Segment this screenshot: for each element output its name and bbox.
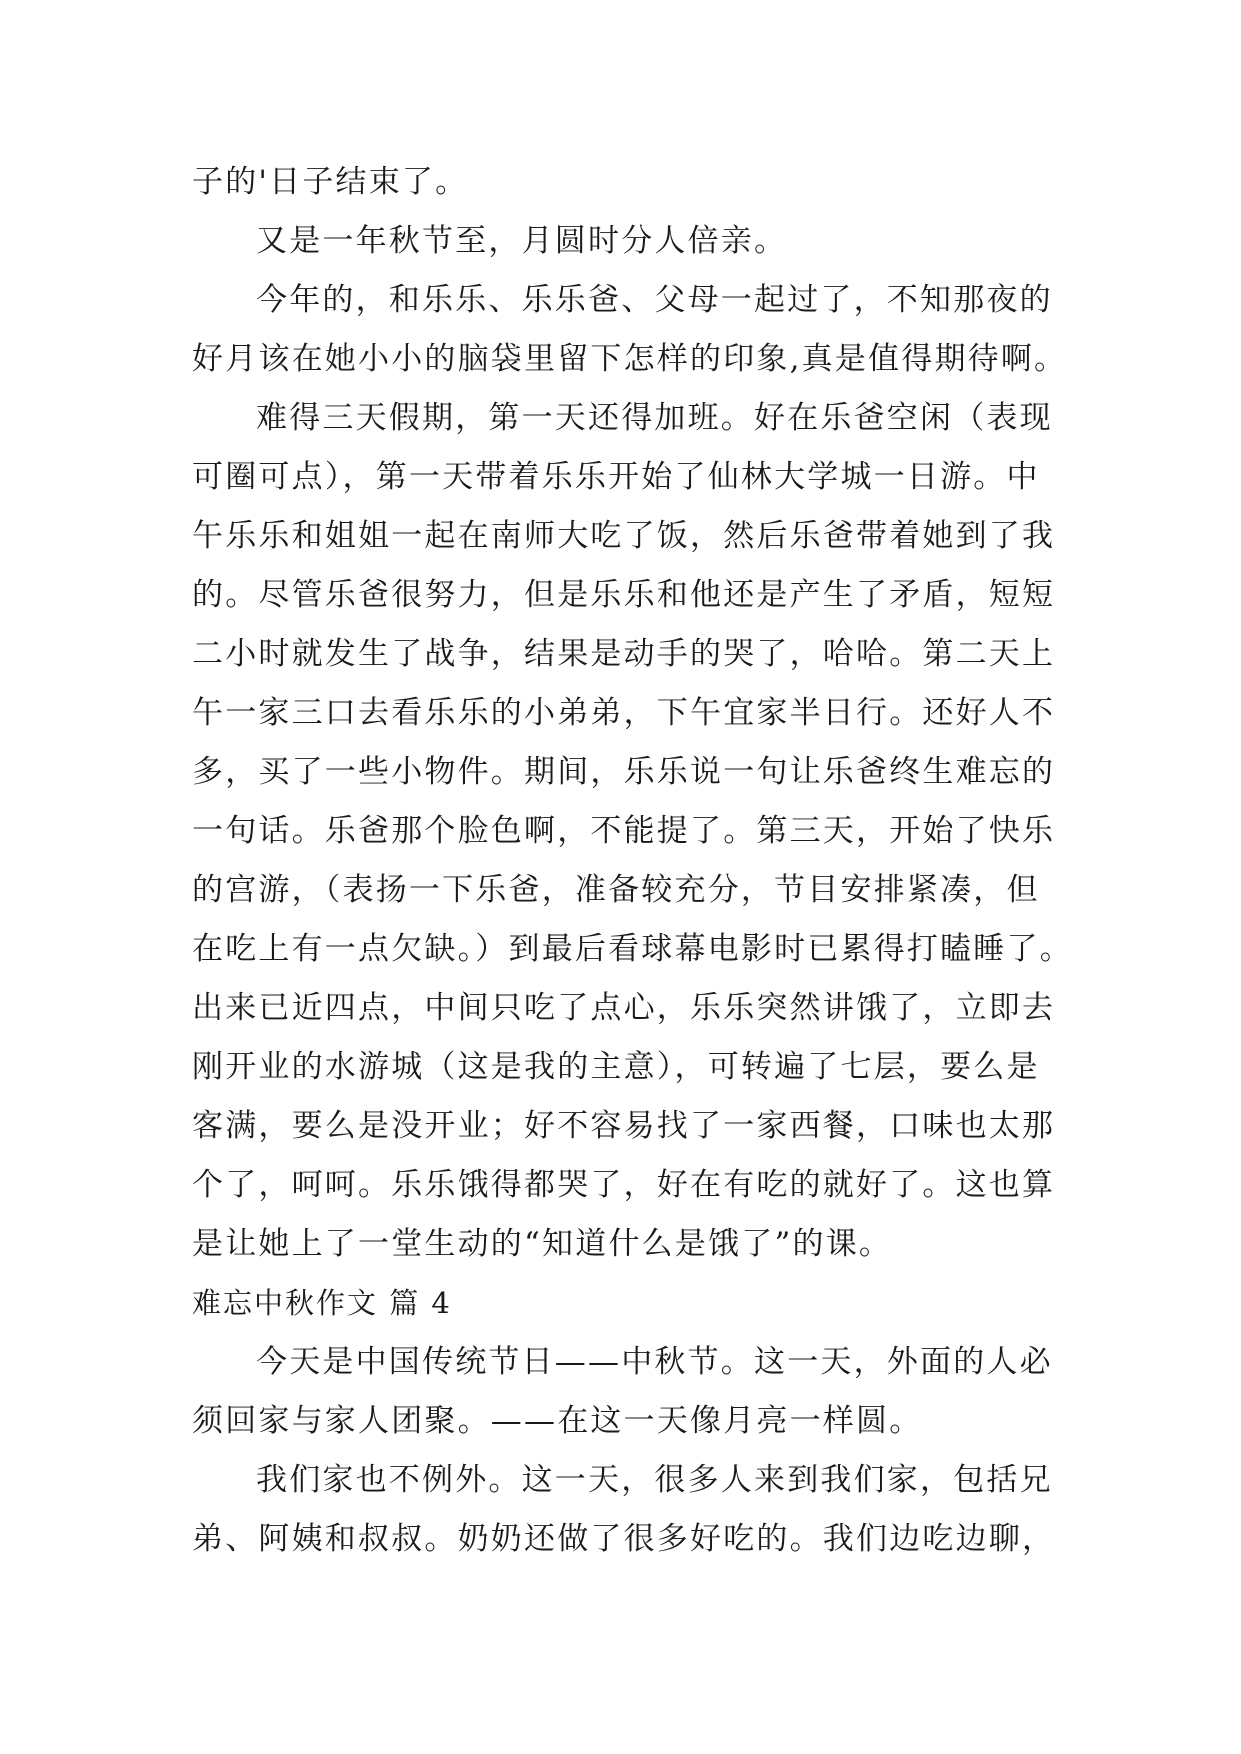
paragraph-line: 午一家三口去看乐乐的小弟弟，下午宜家半日行。还好人不 [192,695,1056,731]
paragraph-line: 在吃上有一点欠缺。）到最后看球幕电影时已累得打瞌睡了。 [192,931,1073,967]
paragraph-line: 弟、阿姨和叔叔。奶奶还做了很多好吃的。我们边吃边聊， [192,1521,1056,1557]
paragraph-line: 午乐乐和姐姐一起在南师大吃了饭，然后乐爸带着她到了我 [192,518,1056,554]
paragraph-line: 客满，要么是没开业；好不容易找了一家西餐，口味也太那 [192,1108,1056,1144]
paragraph-line: 须回家与家人团聚。——在这一天像月亮一样圆。 [192,1403,923,1439]
paragraph-line: 多，买了一些小物件。期间，乐乐说一句让乐爸终生难忘的 [192,754,1056,790]
document-page [192,153,1073,1569]
paragraph-line: 个了，呵呵。乐乐饿得都哭了，好在有吃的就好了。这也算 [192,1167,1056,1203]
paragraph-line: 一句话。乐爸那个脸色啊，不能提了。第三天，开始了快乐 [192,813,1056,849]
paragraph-line: 今年的，和乐乐、乐乐爸、父母一起过了，不知那夜的 [256,282,1053,318]
paragraph-line: 又是一年秋节至，月圆时分人倍亲。 [256,223,788,259]
paragraph-line: 出来已近四点，中间只吃了点心，乐乐突然讲饿了，立即去 [192,990,1056,1026]
paragraph-line: 子的'日子结束了。 [192,164,469,200]
paragraph-line: 的宫游，（表扬一下乐爸，准备较充分，节目安排紧凑，但 [192,872,1040,908]
paragraph-line: 刚开业的水游城（这是我的主意），可转遍了七层，要么是 [192,1049,1040,1085]
paragraph-line: 的。尽管乐爸很努力，但是乐乐和他还是产生了矛盾，短短 [192,577,1056,613]
paragraph-line: 难得三天假期，第一天还得加班。好在乐爸空闲（表现 [256,400,1053,436]
paragraph-line: 是让她上了一堂生动的“知道什么是饿了”的课。 [192,1226,893,1262]
paragraph-line: 今天是中国传统节日——中秋节。这一天，外面的人必 [256,1344,1053,1380]
paragraph-line: 二小时就发生了战争，结果是动手的哭了，哈哈。第二天上 [192,636,1056,672]
paragraph-line: 好月该在她小小的脑袋里留下怎样的印象,真是值得期待啊。 [192,341,1068,377]
section-heading: 难忘中秋作文 篇 4 [192,1286,452,1320]
paragraph-line: 我们家也不例外。这一天，很多人来到我们家，包括兄 [256,1462,1053,1498]
paragraph-line: 可圈可点），第一天带着乐乐开始了仙林大学城一日游。中 [192,459,1040,495]
